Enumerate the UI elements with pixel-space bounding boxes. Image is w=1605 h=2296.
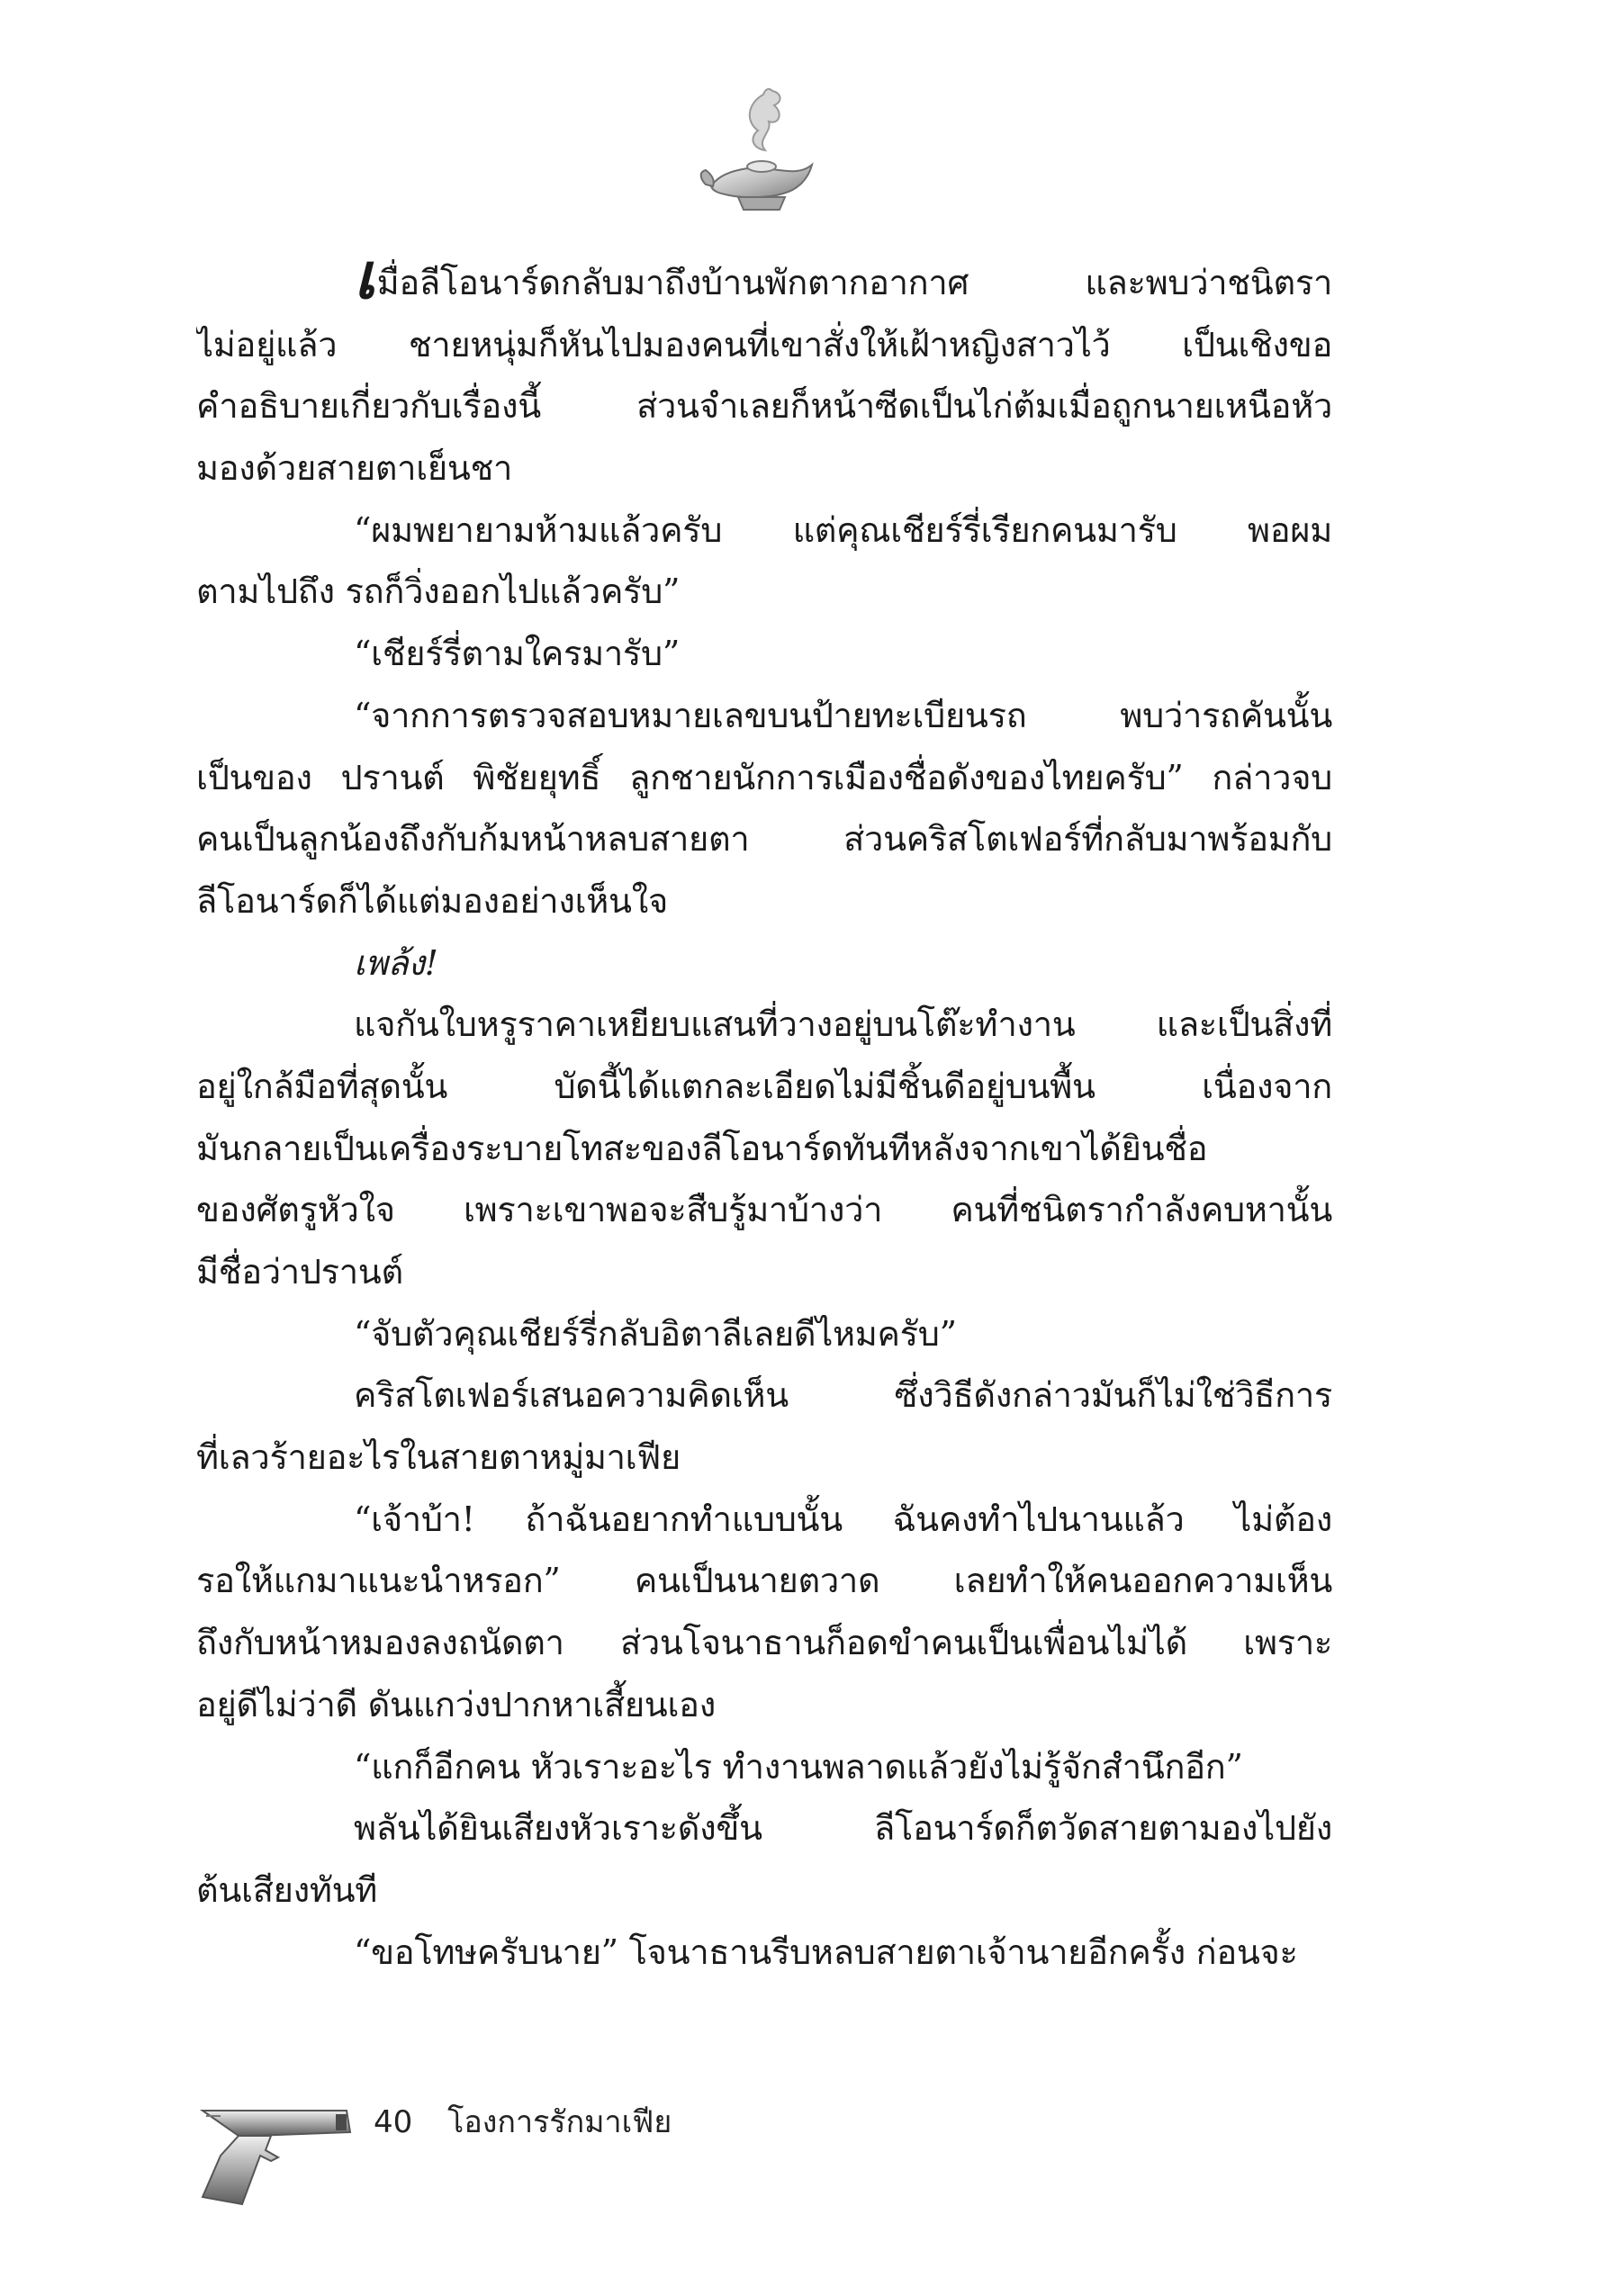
line-text: คริสโตเฟอร์เสนอความคิดเห็น ซึ่งวิธีดังกล่าวมันก็ไม่ใช่วิธีการ bbox=[354, 1375, 1332, 1416]
line-text: ต้นเสียงทันที bbox=[196, 1869, 378, 1910]
text-line bbox=[196, 808, 1332, 870]
text-line bbox=[196, 747, 1332, 809]
text-line bbox=[196, 1427, 1332, 1489]
line-text: มื่อลีโอนาร์ดกลับมาถึงบ้านพักตากอากาศ และพบว่าชนิตรา bbox=[376, 263, 1332, 302]
text-line bbox=[196, 375, 1332, 437]
line-text: “ขอโทษครับนาย” โจนาธานรีบหลบสายตาเจ้านายอีกครั้ง ก่อนจะ bbox=[354, 1931, 1298, 1972]
text-line bbox=[196, 1612, 1332, 1674]
text-line bbox=[196, 561, 1332, 623]
text-line bbox=[196, 1056, 1332, 1118]
line-text: อยู่ใกล้มือที่สุดนั้น บัดนี้ได้แตกละเอียดไม่มีชิ้นดีอยู่บนพื้น เนื่องจาก bbox=[196, 1066, 1332, 1106]
line-text: ที่เลวร้ายอะไรในสายตาหมู่มาเฟีย bbox=[196, 1437, 681, 1478]
text-line bbox=[196, 1303, 1332, 1365]
text-line bbox=[196, 870, 1332, 932]
text-line bbox=[196, 437, 1332, 500]
text-line bbox=[196, 1241, 1332, 1303]
text-line bbox=[196, 1736, 1332, 1798]
pistol-icon bbox=[185, 2084, 356, 2210]
line-text: ตามไปถึง รถก็วิ่งออกไปแล้วครับ” bbox=[196, 572, 681, 612]
line-text: มันกลายเป็นเครื่องระบายโทสะของลีโอนาร์ดทันทีหลังจากเขาได้ยินชื่อ bbox=[196, 1128, 1208, 1168]
body-text bbox=[196, 252, 1332, 1983]
line-text: เป็นของ ปรานต์ พิชัยยุทธิ์ ลูกชายนักการเมืองชื่อดังของไทยครับ” กล่าวจบ bbox=[196, 757, 1332, 797]
text-line bbox=[196, 252, 1332, 314]
text-line bbox=[196, 314, 1332, 376]
line-text: เพล้ง! bbox=[354, 942, 438, 983]
line-text: “เจ้าบ้า! ถ้าฉันอยากทำแบบนั้น ฉันคงทำไปนานแล้ว ไม่ต้อง bbox=[354, 1499, 1332, 1539]
line-text: ของศัตรูหัวใจ เพราะเขาพอจะสืบรู้มาบ้างว่า คนที่ชนิตรากำลังคบหานั้น bbox=[196, 1190, 1332, 1230]
text-line bbox=[196, 1859, 1332, 1922]
line-text: “ผมพยายามห้ามแล้วครับ แต่คุณเชียร์รี่เรียกคนมารับ พอผม bbox=[354, 509, 1332, 550]
text-line bbox=[196, 932, 1332, 995]
text-line bbox=[196, 1179, 1332, 1241]
line-text: มองด้วยสายตาเย็นชา bbox=[196, 448, 513, 489]
text-line bbox=[196, 1118, 1332, 1180]
line-text: พลันได้ยินเสียงหัวเราะดังขึ้น ลีโอนาร์ดก็ตวัดสายตามองไปยัง bbox=[354, 1808, 1332, 1849]
text-line bbox=[196, 1797, 1332, 1859]
line-text: “แกก็อีกคน หัวเราะอะไร ทำงานพลาดแล้วยังไม่รู้จักสำนึกอีก” bbox=[354, 1746, 1243, 1787]
page-footer bbox=[374, 2097, 672, 2146]
text-line bbox=[196, 994, 1332, 1056]
line-text: ถึงกับหน้าหมองลงถนัดตา ส่วนโจนาธานก็อดขำคนเป็นเพื่อนไม่ได้ เพราะ bbox=[196, 1623, 1332, 1663]
text-line bbox=[196, 500, 1332, 562]
line-text: “เชียร์รี่ตามใครมารับ” bbox=[354, 634, 680, 674]
line-text: “จับตัวคุณเชียร์รี่กลับอิตาลีเลยดีไหมครับ” bbox=[354, 1313, 957, 1354]
text-line bbox=[196, 623, 1332, 685]
line-text: รอให้แกมาแนะนำหรอก” คนเป็นนายตวาด เลยทำให้คนออกความเห็น bbox=[196, 1561, 1332, 1601]
drop-cap: เ bbox=[354, 252, 375, 313]
line-text: คำอธิบายเกี่ยวกับเรื่องนี้ ส่วนจำเลยก็หน้าซีดเป็นไก่ต้มเมื่อถูกนายเหนือหัว bbox=[196, 386, 1332, 427]
line-text: มีชื่อว่าปรานต์ bbox=[196, 1252, 403, 1292]
line-text: อยู่ดีไม่ว่าดี ดันแกว่งปากหาเสี้ยนเอง bbox=[196, 1684, 716, 1724]
line-text: แจกันใบหรูราคาเหยียบแสนที่วางอยู่บนโต๊ะทำงาน และเป็นสิ่งที่ bbox=[354, 1004, 1332, 1045]
text-line bbox=[196, 1550, 1332, 1612]
line-text: ไม่อยู่แล้ว ชายหนุ่มก็หันไปมองคนที่เขาสั่งให้เฝ้าหญิงสาวไว้ เป็นเชิงขอ bbox=[196, 324, 1332, 365]
line-text: คนเป็นลูกน้องถึงกับก้มหน้าหลบสายตา ส่วนคริสโตเฟอร์ที่กลับมาพร้อมกับ bbox=[196, 819, 1332, 860]
line-text: ลีโอนาร์ดก็ได้แต่มองอย่างเห็นใจ bbox=[196, 880, 668, 921]
text-line bbox=[196, 1489, 1332, 1551]
text-line bbox=[196, 685, 1332, 747]
book-title: โองการรักมาเฟีย bbox=[447, 2104, 672, 2140]
line-text: “จากการตรวจสอบหมายเลขบนป้ายทะเบียนรถ พบว่ารถคันนั้น bbox=[354, 695, 1332, 735]
text-line bbox=[196, 1922, 1332, 1984]
page-number: 40 bbox=[374, 2104, 413, 2140]
text-line bbox=[196, 1364, 1332, 1427]
text-line bbox=[196, 1674, 1332, 1736]
genie-lamp-icon bbox=[693, 86, 828, 230]
